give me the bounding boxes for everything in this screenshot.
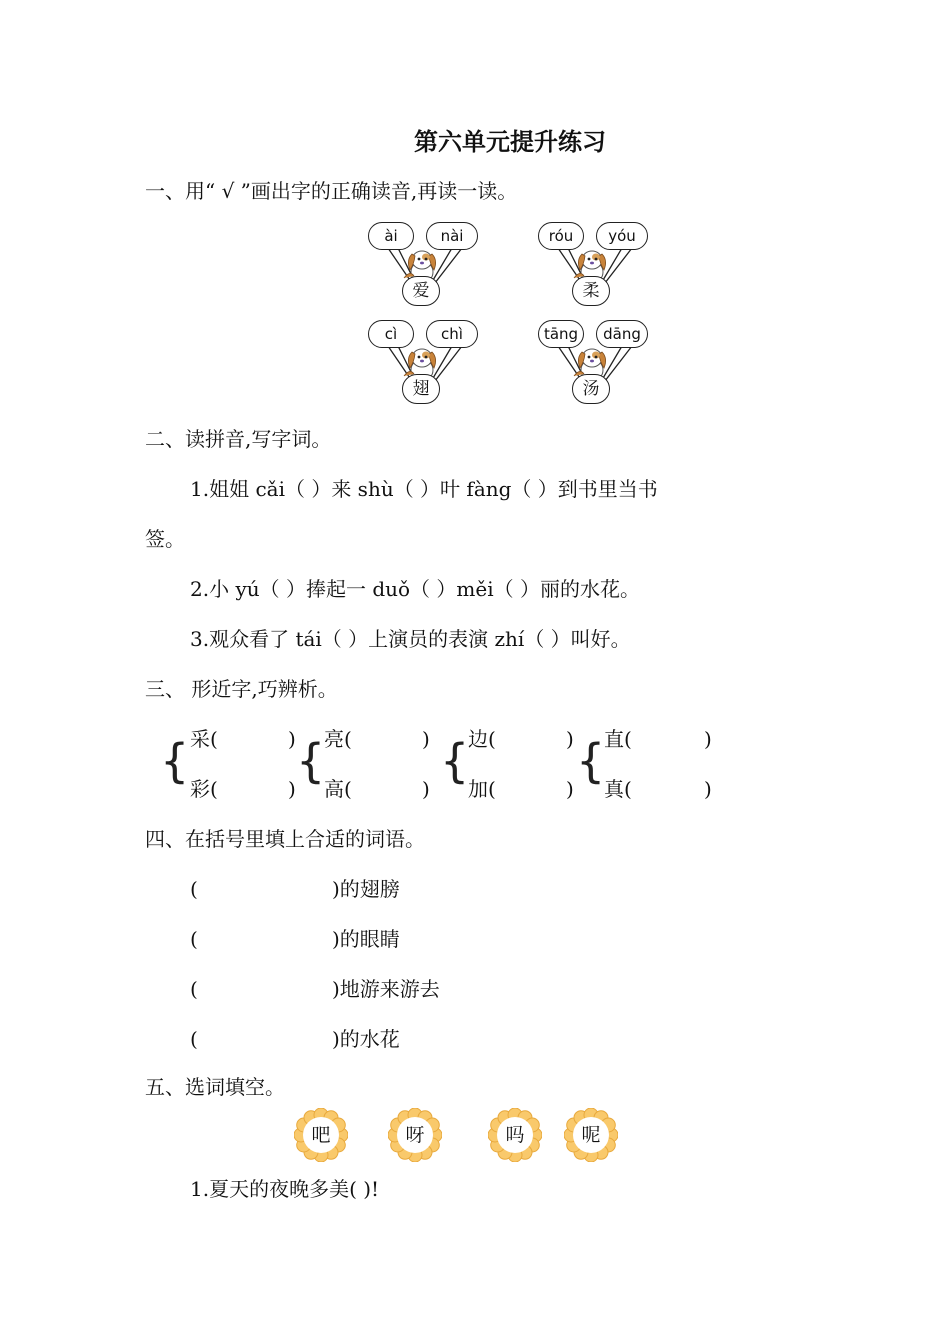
pair-1-top-close: ) [288, 727, 296, 751]
pair-1-bottom-close: ) [288, 777, 296, 801]
pinyin-group [532, 320, 652, 410]
section-5-heading: 五、选词填空。 [145, 1075, 285, 1099]
target-character: 爱 [402, 276, 440, 306]
target-character: 翅 [402, 374, 440, 404]
word-choice-flower[interactable] [388, 1108, 442, 1162]
page-title: 第六单元提升练习 [414, 128, 606, 156]
pair-3-top: 边( [468, 727, 496, 751]
question-2-3: 3.观众看了 tái（ ）上演员的表演 zhí（ ）叫好。 [190, 627, 631, 651]
pinyin-option-left[interactable]: ài [368, 222, 414, 250]
fill-2-text: )的眼睛 [332, 927, 400, 951]
pair-4-top: 直( [604, 727, 632, 751]
pinyin-option-left[interactable]: tāng [538, 320, 584, 348]
pinyin-option-left[interactable]: cì [368, 320, 414, 348]
pair-3-top-close: ) [566, 727, 574, 751]
brace-3: { [440, 734, 470, 788]
pinyin-group [532, 222, 652, 312]
word-choice-label: 吗 [497, 1117, 533, 1153]
fill-2-open: ( [190, 927, 198, 951]
brace-4: { [576, 734, 606, 788]
pair-1-bottom: 彩( [190, 777, 218, 801]
pair-1-top: 采( [190, 727, 218, 751]
pinyin-option-right[interactable]: dāng [596, 320, 648, 348]
fill-4-open: ( [190, 1027, 198, 1051]
pair-4-top-close: ) [704, 727, 712, 751]
word-choice-flower[interactable] [294, 1108, 348, 1162]
brace-2: { [296, 734, 326, 788]
pair-3-bottom-close: ) [566, 777, 574, 801]
pair-2-bottom-close: ) [422, 777, 430, 801]
word-choice-flower[interactable] [488, 1108, 542, 1162]
fill-1-open: ( [190, 877, 198, 901]
fill-1-text: )的翅膀 [332, 877, 400, 901]
target-character: 汤 [572, 374, 610, 404]
pair-2-bottom: 高( [324, 777, 352, 801]
question-2-1: 1.姐姐 cǎi（ ）来 shù（ ）叶 fàng（ ）到书里当书 [190, 477, 658, 501]
section-2-heading: 二、读拼音,写字词。 [145, 427, 332, 451]
brace-1: { [160, 734, 190, 788]
question-2-1-cont: 签。 [145, 527, 185, 551]
fill-4-text: )的水花 [332, 1027, 400, 1051]
word-choice-label: 呢 [573, 1117, 609, 1153]
pinyin-option-left[interactable]: róu [538, 222, 584, 250]
question-2-2: 2.小 yú（ ）捧起一 duǒ（ ）měi（ ）丽的水花。 [190, 577, 640, 601]
pinyin-option-right[interactable]: chì [426, 320, 478, 348]
word-choice-flower[interactable] [564, 1108, 618, 1162]
pinyin-group [362, 320, 482, 410]
pinyin-option-right[interactable]: yóu [596, 222, 648, 250]
pinyin-option-right[interactable]: nài [426, 222, 478, 250]
pair-4-bottom: 真( [604, 777, 632, 801]
pair-3-bottom: 加( [468, 777, 496, 801]
pair-2-top: 亮( [324, 727, 352, 751]
word-choice-label: 呀 [397, 1117, 433, 1153]
question-5-1: 1.夏天的夜晚多美( )! [190, 1177, 380, 1201]
pair-4-bottom-close: ) [704, 777, 712, 801]
section-3-heading: 三、 形近字,巧辨析。 [145, 677, 338, 701]
pinyin-group [362, 222, 482, 312]
pair-2-top-close: ) [422, 727, 430, 751]
section-4-heading: 四、在括号里填上合适的词语。 [145, 827, 425, 851]
fill-3-text: )地游来游去 [332, 977, 440, 1001]
fill-3-open: ( [190, 977, 198, 1001]
word-choice-label: 吧 [303, 1117, 339, 1153]
section-1-heading: 一、用“ √ ”画出字的正确读音,再读一读。 [145, 179, 518, 203]
target-character: 柔 [572, 276, 610, 306]
